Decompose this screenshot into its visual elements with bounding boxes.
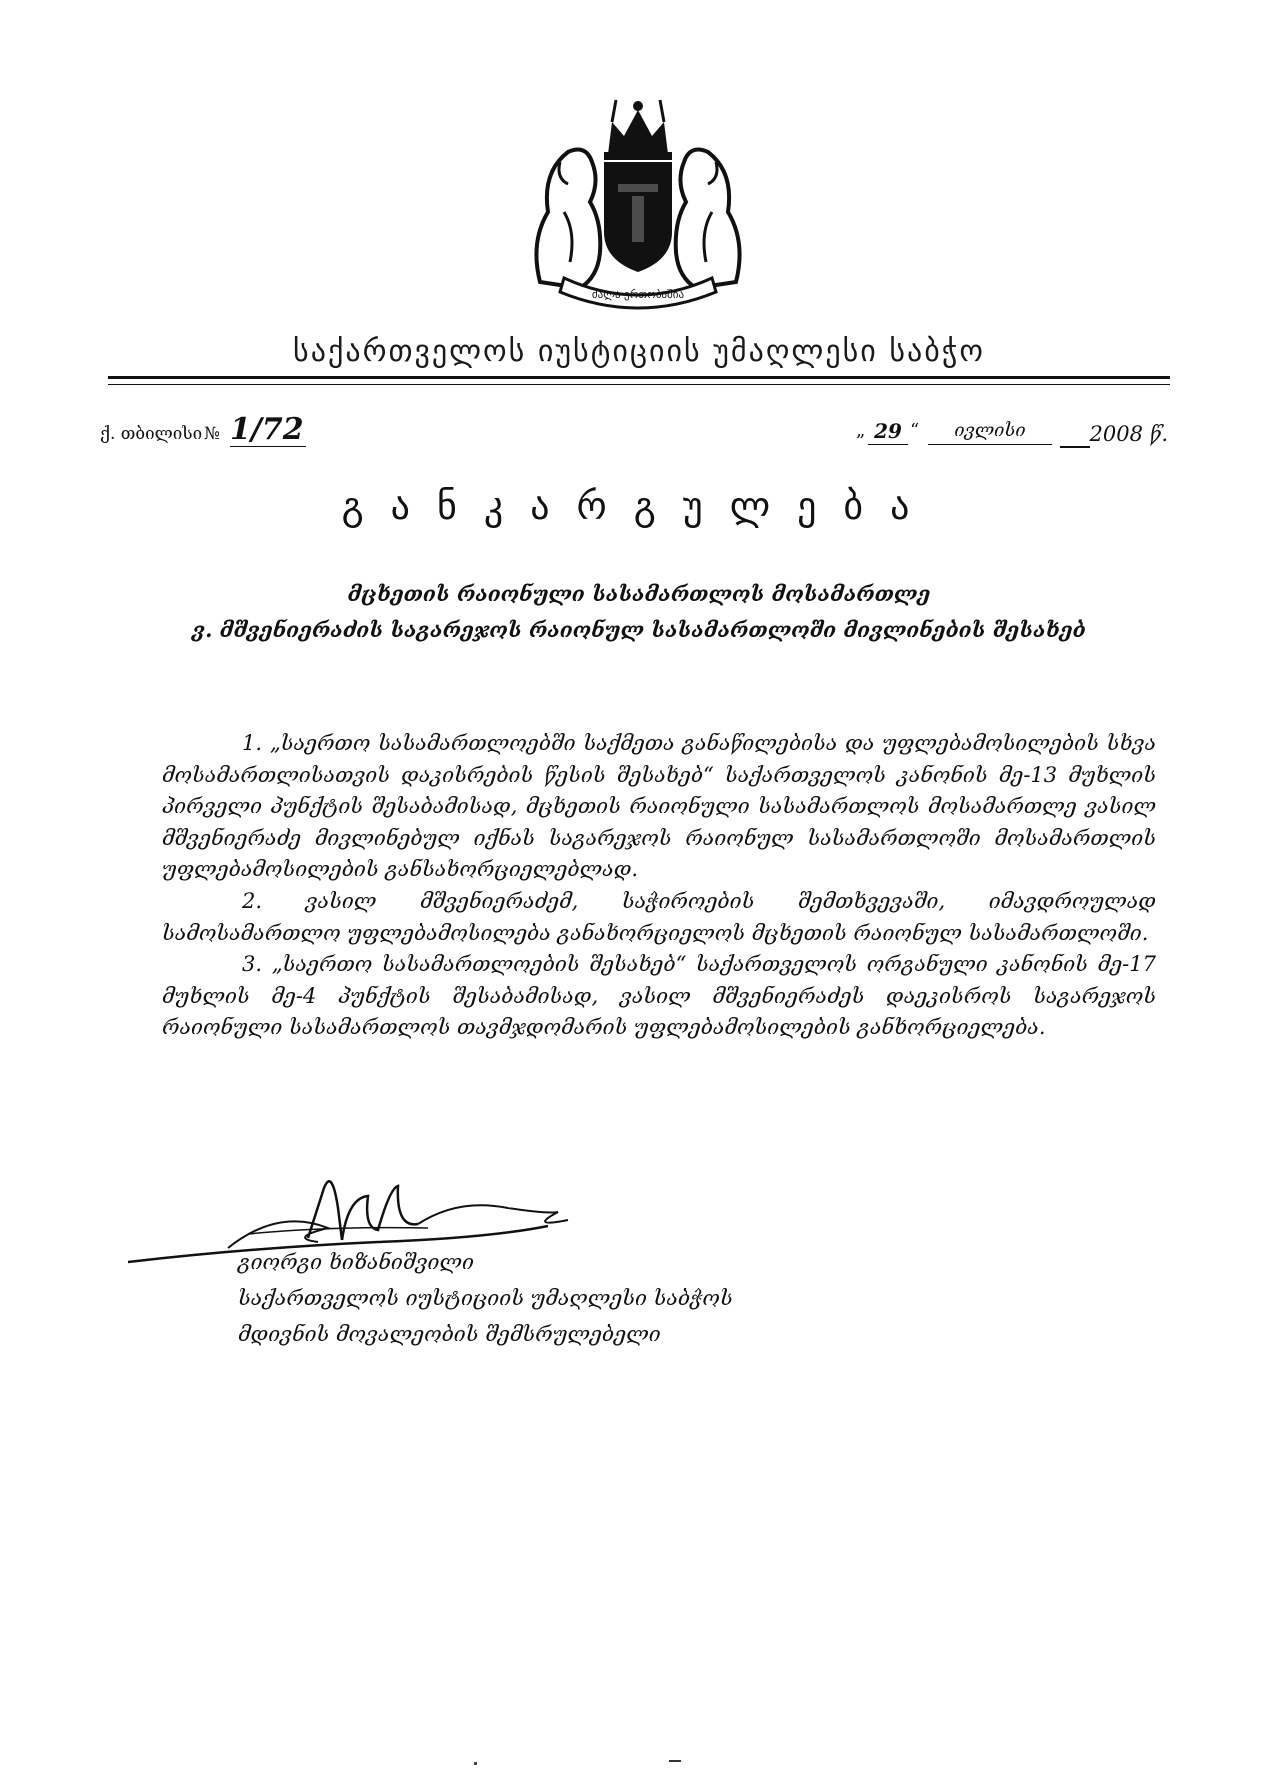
year-underline xyxy=(1060,446,1090,448)
date-open-quote: „ xyxy=(856,420,866,441)
date-close-quote: “ xyxy=(910,420,920,441)
header-divider-thick xyxy=(108,376,1170,379)
council-name: საქართველოს იუსტიციის უმაღლესი საბჭო xyxy=(293,334,985,369)
clause-2: 2. ვასილ მშვენიერაძემ, საჭიროების შემთხვევაში, იმავდროულად სამოსამართლო უფლებამოსილება განახორციელოს მცხეთის რაიონულ სასამართლოში. xyxy=(162,888,1156,945)
clause-1: 1. „საერთო სასამართლოებში საქმეთა განაწილებისა და უფლებამოსილების სხვა მოსამართლისათვის დაკისრების წესის შესახებ“ საქართველოს კანონის მე-13 მუხლის პირველი პუნქტის შესაბამისად, მცხეთის რაიონული სასამართლოს მოსამართლე ვასილ მშვენიერაძე მივლინებულ იქნას საგარეჯოს რაიონულ სასამართლოში მოსამართლის უფლებამოსილების განსახორციელებლად. xyxy=(162,731,1156,882)
decree-number: 1/72 xyxy=(230,414,306,447)
number-label: № xyxy=(204,424,221,444)
signatory-name: გიორგი ხიზანიშვილი xyxy=(238,1250,474,1274)
document-title: განკარგულება xyxy=(341,484,937,528)
signatory-position-line-1: საქართველოს იუსტიციის უმაღლესი საბჭოს xyxy=(238,1286,733,1310)
page-mark xyxy=(669,1760,681,1762)
subject-line-1: მცხეთის რაიონული სასამართლოს მოსამართლე xyxy=(347,581,931,606)
coat-of-arms-icon xyxy=(520,92,756,314)
header-divider-thin xyxy=(108,384,1170,385)
page-dot xyxy=(474,1762,477,1765)
place-label: ქ. თბილისი xyxy=(100,424,203,444)
clause-3: 3. „საერთო სასამართლოების შესახებ“ საქართველოს ორგანული კანონის მე-17 მუხლის მე-4 პუნქტის შესაბამისად, ვასილ მშვენიერაძეს დაეკისროს საგარეჯოს რაიონული სასამართლოს თავმჯდომარის უფლებამოსილების განხორციელება. xyxy=(162,952,1156,1040)
emblem-motto: ძალა ერთობაშია xyxy=(591,288,685,301)
signatory-block xyxy=(238,1244,938,1352)
date-month: ივლისი xyxy=(928,418,1052,445)
date-year: 2008 წ. xyxy=(1089,422,1168,446)
subject-line-2: ვ. მშვენიერაძის საგარეჯოს რაიონულ სასამართლოში მივლინების შესახებ xyxy=(192,617,1086,642)
signatory-position-line-2: მდივნის მოვალეობის შემსრულებელი xyxy=(238,1322,661,1346)
decree-body xyxy=(162,728,1156,1044)
date-day: 29 xyxy=(868,418,908,445)
document-subject xyxy=(120,576,1158,648)
